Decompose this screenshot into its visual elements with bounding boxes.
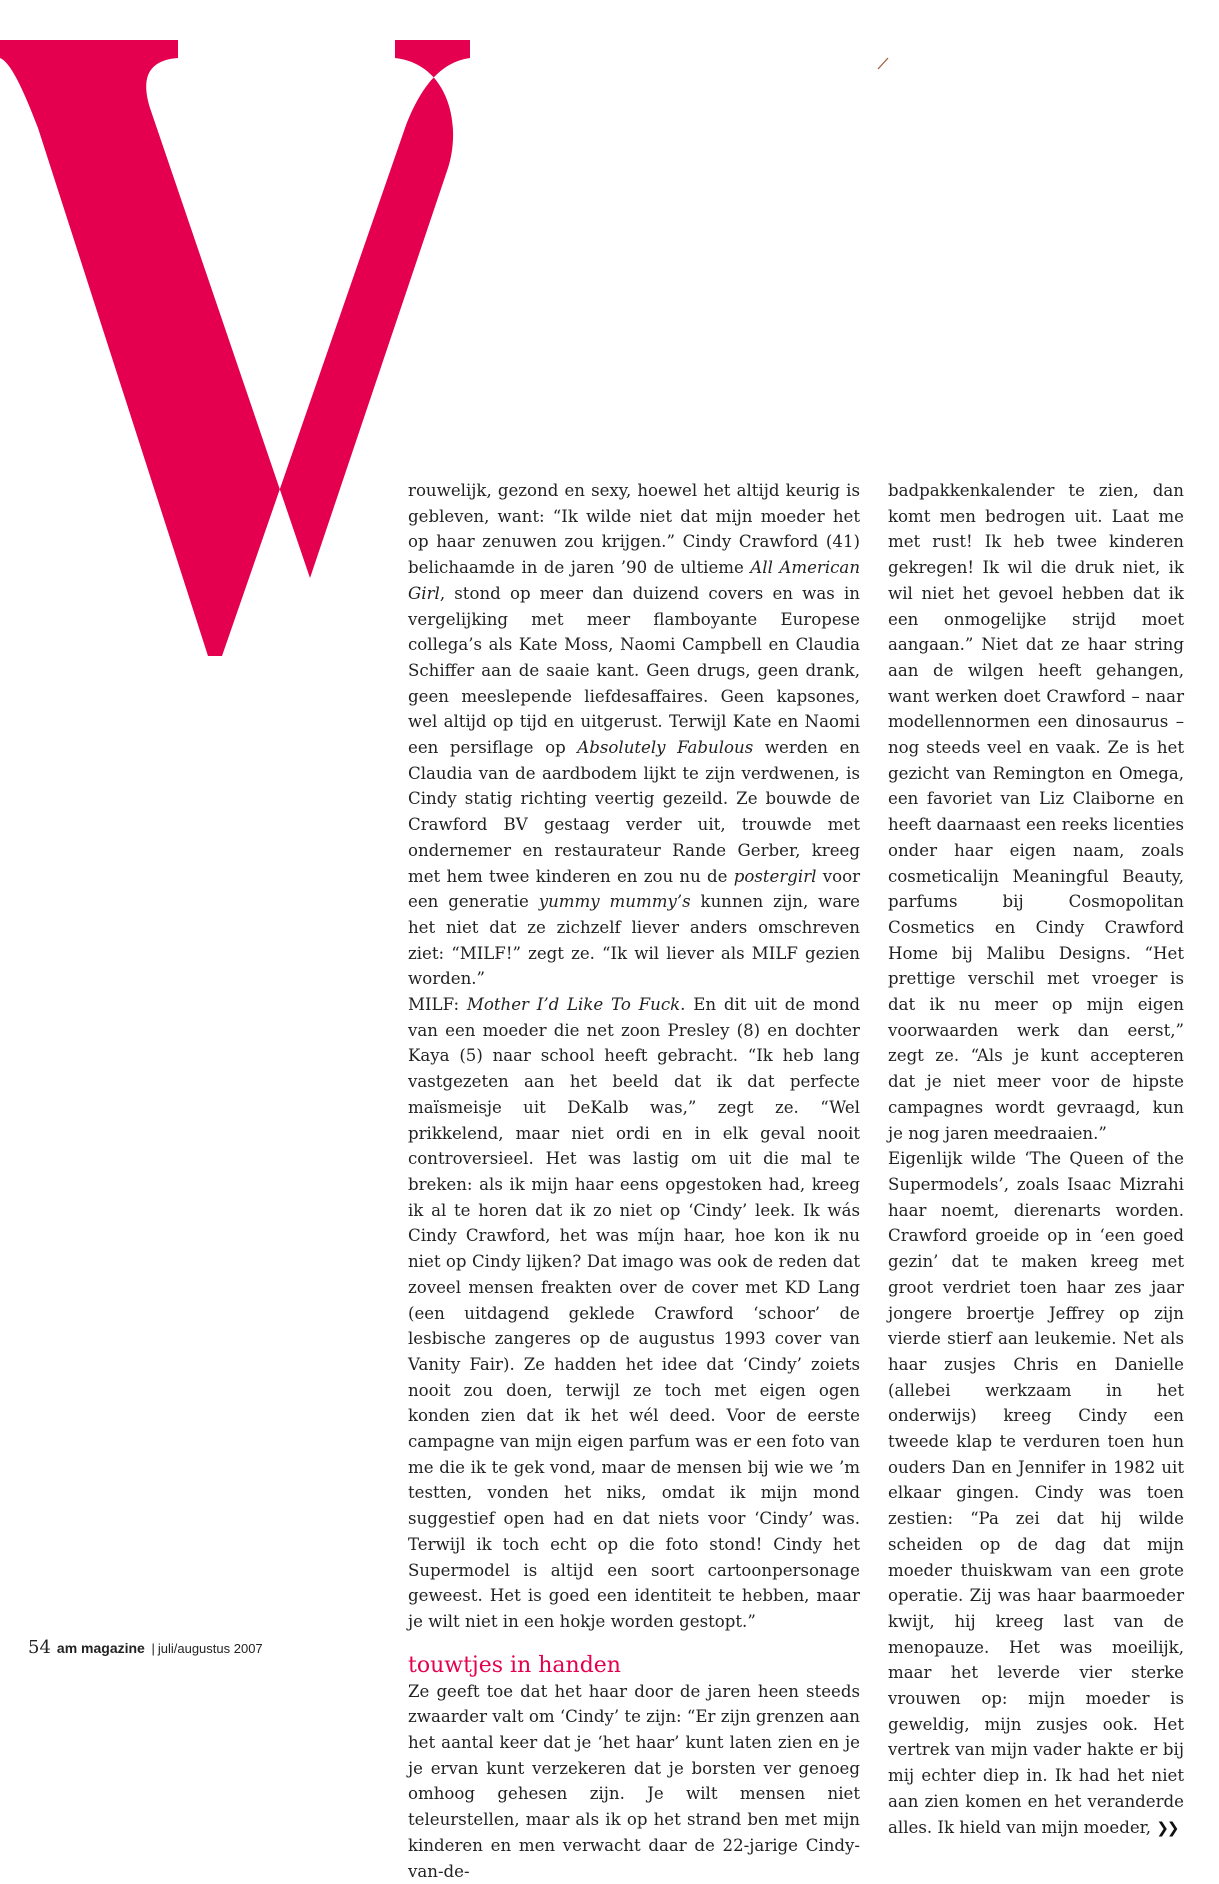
publication-name: am magazine bbox=[56, 1640, 145, 1656]
article-column-left bbox=[408, 478, 860, 1884]
article-column-right bbox=[888, 478, 1184, 1841]
page-footer bbox=[28, 1637, 263, 1658]
article-paragraph: MILF: Mother I’d Like To Fuck. En dit uit de mond van een moeder die net zoon Presley (8) en dochter Kaya (5) naar school heeft gebracht. “Ik heb lang vastgezeten aan het beeld dat ik dat perfecte maïsmeisje uit DeKalb was,” zegt ze. “Wel prikkelend, maar niet ordi en in elk geval nooit controversieel. Het was lastig om uit die mal te breken: als ik mijn haar eens opgestoken had, kreeg ik al te horen dat ik zo niet op ‘Cindy’ leek. Ik wás Cindy Crawford, het was míjn haar, hoe kon ik nu niet op Cindy lijken? Dat imago was ook de reden dat zoveel mensen freakten over de cover met KD Lang (een uitdagend geklede Crawford ‘schoor’ de lesbische zangeres op de augustus 1993 cover van Vanity Fair). Ze hadden het idee dat ‘Cindy’ zoiets nooit zou doen, terwijl ze toch met eigen ogen konden zien dat ik het wél deed. Voor de eerste campagne van mijn eigen parfum was er een foto van me die ik te gek vond, maar de mensen bij wie we ’m testten, vonden het niks, omdat ik mijn mond suggestief open had en dat niets voor ‘Cindy’ was. Terwijl ik toch echt op die foto stond! Cindy het Supermodel is altijd een soort cartoonpersonage geweest. Het is goed een identiteit te hebben, maar je wilt niet in een hokje worden gestopt.” bbox=[408, 995, 860, 1631]
article-paragraph: Eigenlijk wilde ‘The Queen of the Supermodels’, zoals Isaac Mizrahi haar noemt, dierenarts worden. Crawford groeide op in ‘een goed gezin’ dat te maken kreeg met groot verdriet toen haar zes jaar jongere broertje Jeffrey op zijn vierde stierf aan leukemie. Net als haar zusjes Chris en Danielle (allebei werkzaam in het onderwijs) kreeg Cindy een tweede klap te verduren toen hun ouders Dan en Jennifer in 1982 uit elkaar gingen. Cindy was toen zestien: “Pa zei dat hij wilde scheiden op de dag dat mijn moeder thuiskwam van een grote operatie. Zij was haar baarmoeder kwijt, hij kreeg last van de menopauze. Het was moeilijk, maar het leverde vier sterke vrouwen op: mijn moeder is geweldig, mijn zusjes ook. Het vertrek van mijn vader hakte er bij mij echter diep in. Ik had het niet aan zien komen en het veranderde alles. Ik hield van mijn moeder, ❯❯ bbox=[888, 1149, 1184, 1837]
article-paragraph: badpakkenkalender te zien, dan komt men bedrogen uit. Laat me met rust! Ik heb twee kinderen gekregen! Ik wil die druk niet, ik wil niet het gevoel hebben dat ik een onmogelijke strijd moet aangaan.” Niet dat ze haar string aan de wilgen heeft gehangen, want werken doet Crawford – naar modellennormen een dinosaurus – nog steeds veel en vaak. Ze is het gezicht van Remington en Omega, een favoriet van Liz Claiborne en heeft daarnaast een reeks licenties onder haar eigen naam, zoals cosmeticalijn Meaningful Beauty, parfums bij Cosmopolitan Cosmetics en Cindy Crawford Home bij Malibu Designs. “Het prettige verschil met vroeger is dat ik nu meer op mijn eigen voorwaarden werk dan eerst,” zegt ze. “Als je kunt accepteren dat je niet meer voor de hipste campagnes wordt gevraagd, kun je nog jaren meedraaien.” bbox=[888, 481, 1184, 1143]
issue-date: juli/augustus 2007 bbox=[157, 1641, 263, 1656]
section-subheading: touwtjes in handen bbox=[408, 1652, 621, 1678]
article-paragraph: rouwelijk, gezond en sexy, hoewel het altijd keurig is gebleven, want: “Ik wilde niet dat mijn moeder het op haar zenuwen zou krijgen.” Cindy Crawford (41) belichaamde in de jaren ’90 de ultieme All American Girl, stond op meer dan duizend covers en was in vergelijking met meer flamboyante Europese collega’s als Kate Moss, Naomi Campbell en Claudia Schiffer aan de saaie kant. Geen drugs, geen drank, geen meeslepende liefdesaffaires. Geen kapsones, wel altijd op tijd en uitgerust. Terwijl Kate en Naomi een persiflage op Absolutely Fabulous werden en Claudia van de aardbodem lijkt te zijn verdwenen, is Cindy statig richting veertig gezeild. Ze bouwde de Crawford BV gestaag verder uit, trouwde met ondernemer en restaurateur Rande Gerber, kreeg met hem twee kinderen en zou nu de postergirl voor een generatie yummy mummy’s kunnen zijn, ware het niet dat ze zichzelf liever anders omschreven ziet: “MILF!” zegt ze. “Ik wil liever als MILF gezien worden.” bbox=[408, 481, 861, 989]
article-paragraph: Ze geeft toe dat het haar door de jaren heen steeds zwaarder valt om ‘Cindy’ te zijn: “Er zijn grenzen aan het aantal keer dat je ‘het haar’ kunt laten zien en je je ervan kunt verzekeren dat je borsten ver genoeg omhoog gehesen zijn. Je wilt mensen niet teleurstellen, maar als ik op het strand ben met mijn kinderen en men verwacht daar de 22-jarige Cindy-van-de- bbox=[408, 1681, 860, 1881]
footer-separator: | bbox=[151, 1641, 155, 1656]
dropcap-letter-v bbox=[0, 18, 470, 658]
continue-arrow-icon: ❯❯ bbox=[1156, 1818, 1178, 1837]
pen-stroke-mark bbox=[876, 56, 890, 70]
page-number: 54 bbox=[28, 1637, 51, 1658]
